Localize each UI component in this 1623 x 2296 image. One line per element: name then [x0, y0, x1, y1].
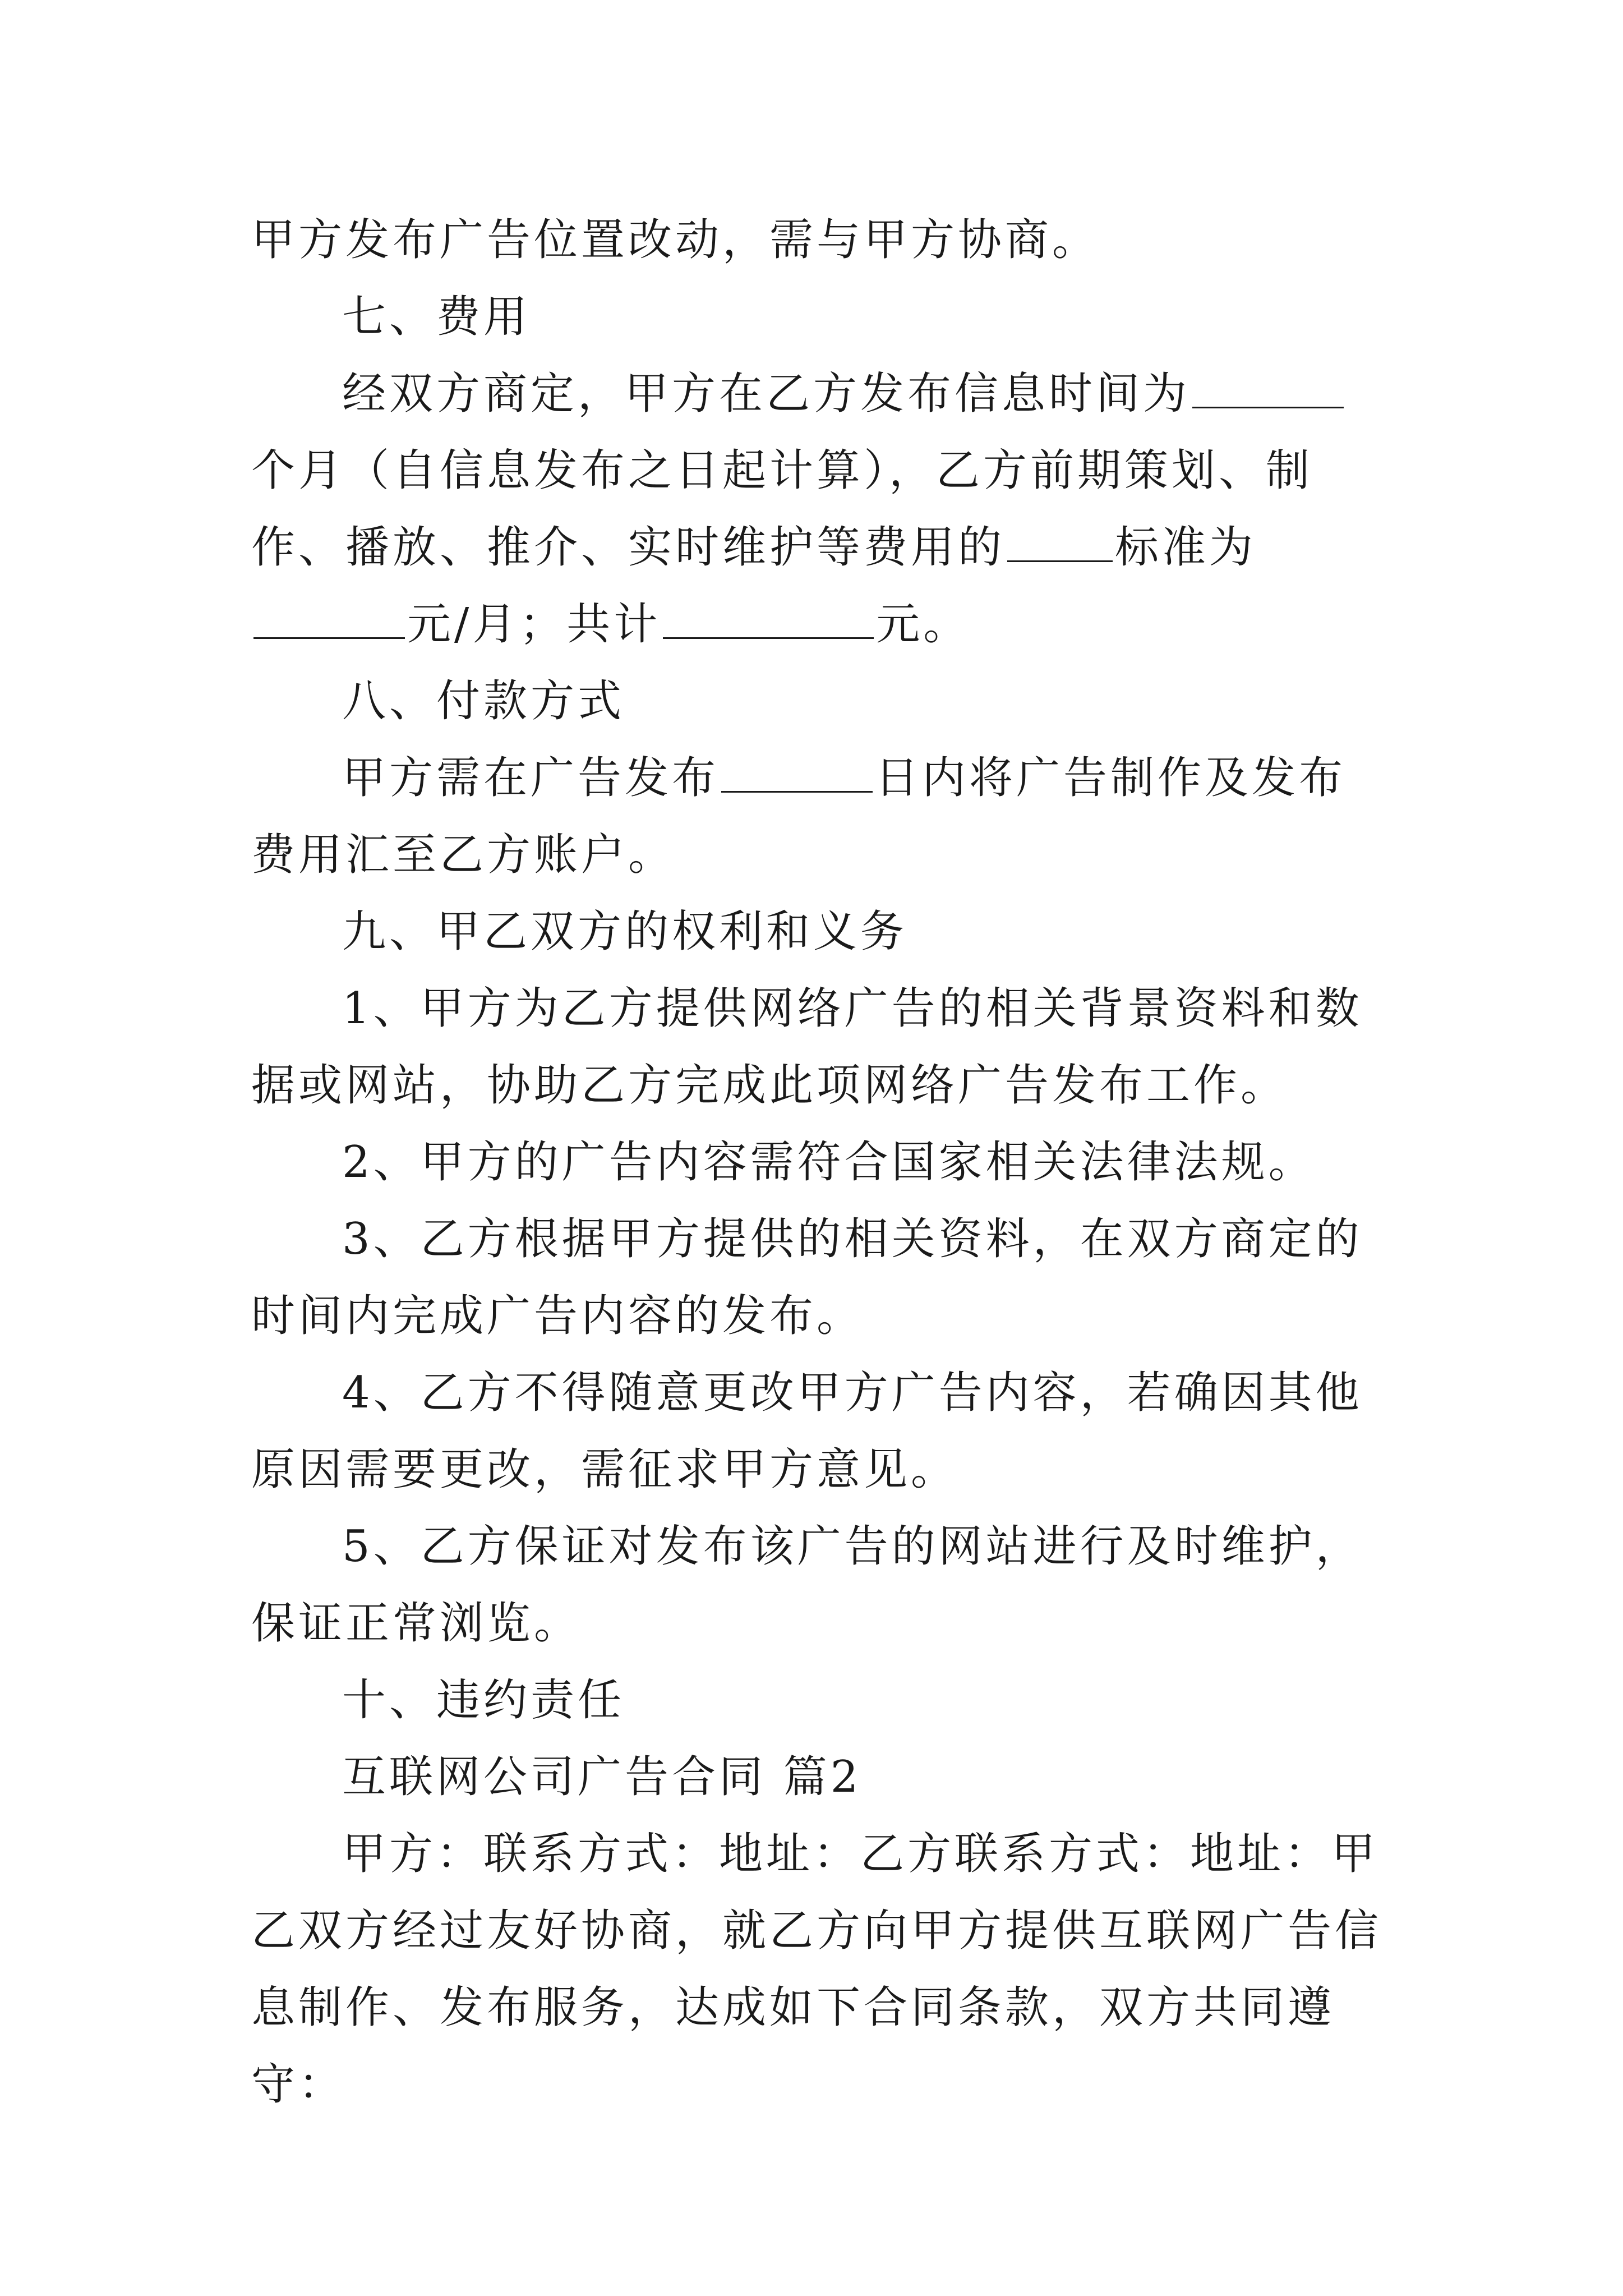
paragraph-payment-terms — [251, 740, 1390, 894]
fees-text-1: 经双方商定，甲方在乙方发布信息时间为 — [342, 369, 1191, 419]
payment-text-1: 甲方需在广告发布 — [342, 753, 720, 803]
clause-5: 5、乙方保证对发布该广告的网站进行及时维护，保证正常浏览。 — [251, 1521, 1363, 1649]
blank-monthly-amount — [253, 598, 405, 639]
blank-fee-type — [1007, 521, 1113, 562]
paragraph-parties-intro: 甲方：联系方式：地址：乙方联系方式：地址：甲乙双方经过友好协商，就乙方向甲方提供互联网广告信息制作、发布服务，达成如下合同条款，双方共同遵守： — [251, 1829, 1382, 2110]
blank-months — [1192, 367, 1344, 408]
payment-text-2: 日内将广告制作及发布费用汇至乙方账户。 — [251, 753, 1347, 880]
blank-total-amount — [663, 598, 874, 639]
clause-1: 1、甲方为乙方提供网络广告的相关背景资料和数据或网站，协助乙方完成此项网络广告发布工作。 — [251, 983, 1363, 1111]
heading-section-9-rights: 九、甲乙双方的权利和义务 — [342, 907, 908, 957]
fees-text-3: 标准为 — [1115, 522, 1257, 573]
fees-text-5: 元。 — [876, 599, 971, 650]
clause-2: 2、甲方的广告内容需符合国家相关法律法规。 — [342, 1137, 1316, 1188]
contract-title-part-2: 互联网公司广告合同 篇2 — [342, 1752, 862, 1802]
paragraph-ad-position-change: 甲方发布广告位置改动，需与甲方协商。 — [251, 215, 1100, 265]
heading-section-7-fees: 七、费用 — [342, 292, 531, 342]
heading-section-8-payment: 八、付款方式 — [342, 676, 625, 726]
fees-text-2: 个月（自信息发布之日起计算），乙方前期策划、制作、播放、推介、实时维护等费用的 — [251, 445, 1313, 573]
document-body — [251, 202, 1390, 2123]
paragraph-fees-terms — [251, 356, 1390, 663]
clause-4: 4、乙方不得随意更改甲方广告内容，若确因其他原因需要更改，需征求甲方意见。 — [251, 1368, 1363, 1495]
clause-3: 3、乙方根据甲方提供的相关资料，在双方商定的时间内完成广告内容的发布。 — [251, 1214, 1363, 1341]
fees-text-4: 元/月；共计 — [407, 599, 661, 650]
blank-payment-days — [721, 752, 873, 793]
heading-section-10-liability: 十、违约责任 — [342, 1675, 625, 1726]
